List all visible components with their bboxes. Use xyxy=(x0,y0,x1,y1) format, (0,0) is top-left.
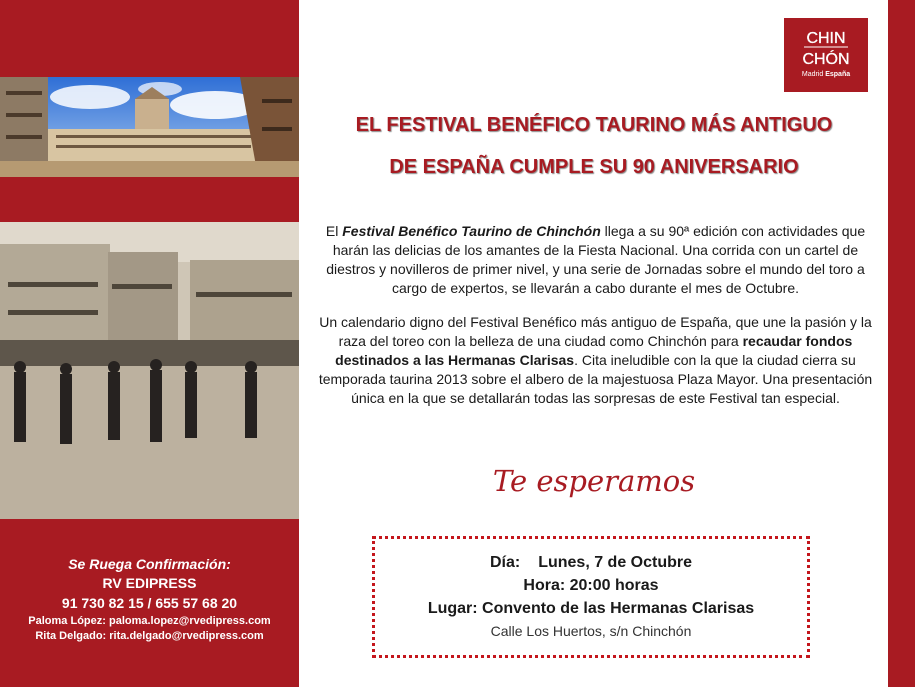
fundraising-highlight: recaudar fondos destinados a las Hermanas Clarisas xyxy=(335,333,853,368)
body-text xyxy=(318,222,873,423)
plaza-color-photo xyxy=(0,77,299,177)
contact-email-paloma: Paloma López: paloma.lopez@rvedipress.com xyxy=(28,615,271,627)
agency-name: RV EDIPRESS xyxy=(102,575,197,591)
logo-city: Madrid xyxy=(801,71,824,78)
event-place: Lugar: Convento de las Hermanas Clarisas xyxy=(427,600,755,617)
rsvp-contact-block xyxy=(0,555,299,644)
chinchon-wordmark xyxy=(800,26,852,68)
p2-post: . Cita ineludible con la que la ciudad cierra su temporada taurina 2013 sobre el albero de la majestuosa Plaza Mayor. Una presentación única en la que se detallarán todas las sorpresas de este Festival tan especial. xyxy=(318,352,873,406)
paragraph-2 xyxy=(318,313,873,408)
day-label: Día: xyxy=(489,554,521,571)
p1-post: llega a su 90ª edición con actividades que harán las delicias de los amantes de la Fiesta Nacional. Una corrida con un cartel de diestros y novilleros de primer nivel, y una serie de Jornadas sobre el mundo del toro a cargo de expertos, se llevarán a cabo durante el mes de Octubre. xyxy=(326,223,866,296)
logo-bottom-text: CHÓN xyxy=(802,51,850,68)
phone-numbers: 91 730 82 15 / 655 57 68 20 xyxy=(61,595,238,611)
invitation-tagline: Te esperamos xyxy=(492,464,696,498)
event-day xyxy=(375,551,807,574)
left-panel xyxy=(0,0,299,687)
rsvp-heading: Se Ruega Confirmación: xyxy=(68,556,231,572)
headline-line-2: DE ESPAÑA CUMPLE SU 90 ANIVERSARIO xyxy=(389,156,799,178)
chinchon-logo xyxy=(784,18,868,92)
contact-email-rita: Rita Delgado: rita.delgado@rvedipress.com xyxy=(35,630,264,642)
paragraph-1 xyxy=(318,222,873,298)
festival-name: Festival Benéfico Taurino de Chinchón xyxy=(342,223,601,239)
right-red-stripe xyxy=(888,0,915,687)
event-address: Calle Los Huertos, s/n Chinchón xyxy=(490,623,692,639)
logo-subtitle xyxy=(784,70,868,79)
event-details-box xyxy=(372,536,810,658)
p1-pre: El xyxy=(325,223,343,239)
headline xyxy=(300,104,888,188)
logo-top-text: CHIN xyxy=(806,30,846,47)
day-value: Lunes, 7 de Octubre xyxy=(538,554,693,571)
event-time: Hora: 20:00 horas xyxy=(523,577,659,594)
bullfighters-historic-photo xyxy=(0,222,299,519)
p2-pre: Un calendario digno del Festival Benéfico más antiguo de España, que une la pasión y la raza del toreo con la belleza de una ciudad como Chinchón para xyxy=(319,314,872,349)
headline-line-1: EL FESTIVAL BENÉFICO TAURINO MÁS ANTIGUO xyxy=(355,114,833,136)
logo-country: España xyxy=(825,71,851,78)
